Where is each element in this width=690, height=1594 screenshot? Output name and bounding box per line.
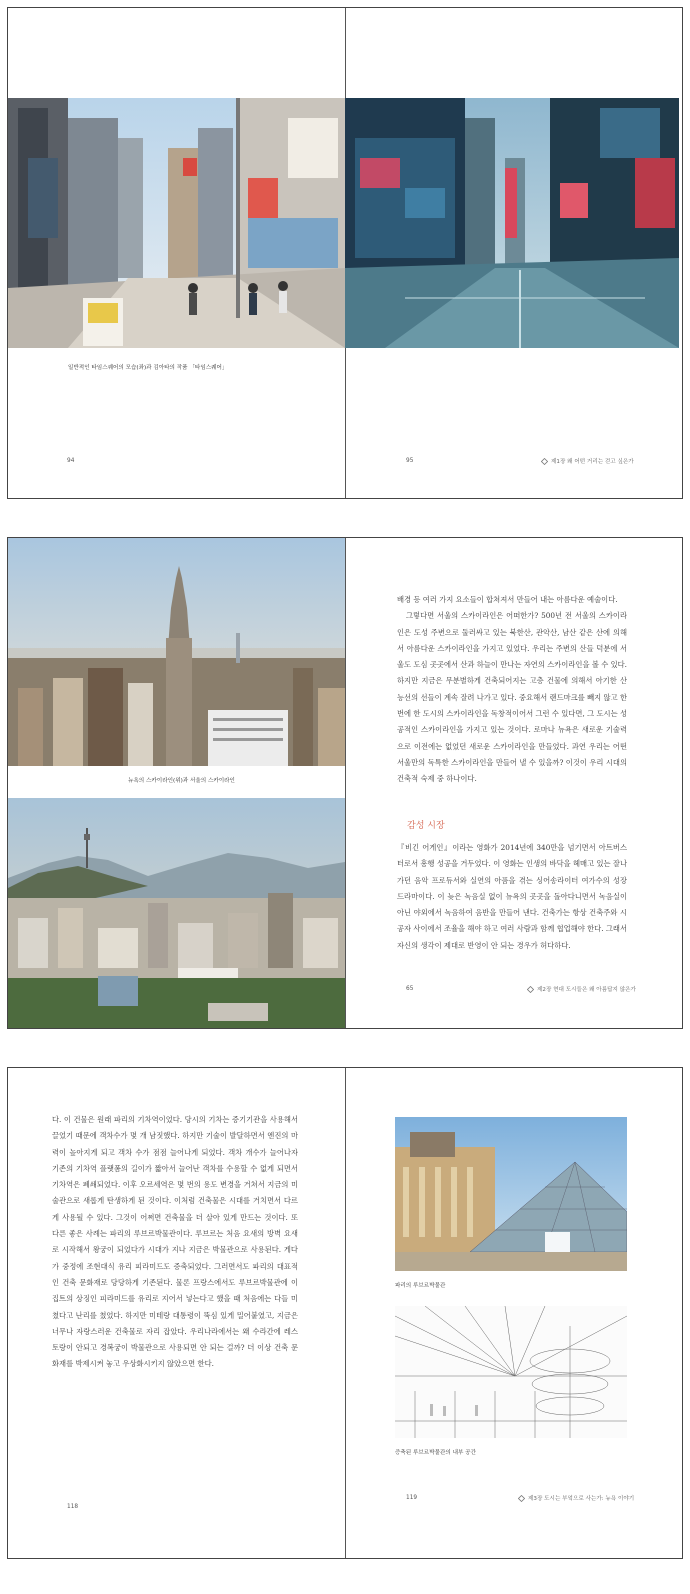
page-number: 95 — [406, 458, 414, 464]
body-text-orsay-louvre — [52, 1112, 298, 1373]
page-94 — [8, 8, 346, 498]
running-head-text: 제1장 왜 어떤 거리는 걷고 싶은가 — [551, 459, 634, 465]
spread-louvre — [7, 1067, 683, 1559]
paragraph: 『비긴 어게인』이라는 영화가 2014년에 340만을 넘기면서 아트버스터로서 흥행 성공을 거두었다. 이 영화는 인생의 바닥을 헤매고 있는 잘나가던 음악 프로듀서와 실연의 아픔을 겪는 싱어송라이터 여가수의 성장 드라마이다. 이 늦은 녹음실 없이 뉴욕의 곳곳을 돌아다니면서 녹음실이 아닌 야외에서 녹음하여 음반을 만들어 낸다. 건축가는 항상 건축주와 시공자 사이에서 조율을 해야 하고 여러 사람과 함께 협업해야 한다. 그래서 자신의 생각이 제대로 반영이 안 되는 경우가 허다하다. — [397, 843, 627, 950]
skyline-caption: 뉴욕의 스카이라인(위)과 서울의 스카이라인 — [128, 778, 235, 784]
interior-caption: 증축된 루브르박물관의 내부 공간 — [395, 1450, 476, 1456]
section-heading: 감성 시장 — [407, 821, 445, 831]
running-head — [527, 985, 636, 993]
paragraph: 배경 등 여러 가지 요소들이 합쳐져서 만들어 내는 아름다운 예술이다. — [397, 595, 618, 604]
paragraph: 그렇다면 서울의 스카이라인은 어떠한가? 500년 전 서울의 스카이라인은 도성 주변으로 둘러싸고 있는 북한산, 관악산, 남산 같은 산에 의해서 아름다운 스카이라인을 가지고 있었다. 우리는 주변의 산들 덕분에 서울도 도심 곳곳에서 산과 하늘이 만나는 자연의 스카이라인을 볼 수 있다. 하지만 지금은 무분별하게 건축되어지는 고층 건물에 의해서 아기한 산 능선의 선들이 계속 잘려 나가고 있다. 중요해서 랜드마크를 빼지 않고 한 번에 한 도시의 스카이라인을 독창적이어서 그런 수 있다면, 그 도시는 성공적인 스카이라인을 가지고 있는 것이다. 로마나 뉴욕은 새로운 기술력으로 이전에는 없었던 새로운 스카이라인을 만들었다. 과연 우리는 어떤 서울만의 독특한 스카이라인을 만들어 낼 수 있을까? 이것이 우리 시대의 건축적 숙제 중 하나이다. — [397, 611, 627, 784]
paragraph: 다. 이 건물은 원래 파리의 기차역이었다. 당시의 기차는 증기기관을 사용해서 끌었기 때문에 객차수가 몇 개 남짓했다. 하지만 기술이 발달하면서 엔진의 마력이 높아지게 되고 객차 수가 점점 늘어나게 되었다. 객차 개수가 늘어나자 기존의 기차역 플랫폼의 길이가 짧아서 늘어난 객차를 수용할 수 없게 되면서 기차역은 폐쇄되었다. 이후 오르세역은 몇 번의 용도 변경을 거쳐서 지금의 미술관으로 새롭게 탄생하게 된 것이다. 이처럼 건축물은 시대를 거치면서 다르게 사용될 수 있다. 그것이 어쩌면 건축물을 더 살아 있게 만드는 것이다. 또 다른 좋은 사례는 파리의 루브르박물관이다. 루브르는 처음 요새의 방벽 요새로 시작해서 왕궁이 되었다가 시대가 지나 지금은 박물관으로 사용된다. 게다가 중정에 조현대식 유리 피라미드도 증축되었다. 그러면서도 파리의 대표적인 건축 문화재로 당당하게 기존된다. 물론 프랑스에서도 루브르박물관에 이집트의 상징인 피라미드를 유리로 지어서 넣는다고 했을 때 처음에는 다들 미쳤다고 난리를 쳤었다. 하지만 미테랑 대통령이 뚝심 있게 밀어붙였고, 지금은 너무나 자랑스러운 건축물로 자리 잡았다. 우리나라에서는 왜 수라간에 레스토랑이 안되고 경복궁이 박물관으로 사용되면 안 되는 걸까? 더 이상 건축 문화재를 박제시켜 놓고 우상화시키지 않았으면 한다. — [52, 1115, 298, 1369]
louvre-interior-sketch — [395, 1306, 627, 1438]
page-119 — [345, 1068, 682, 1558]
louvre-pyramid-photo — [395, 1117, 627, 1271]
spread-times-square — [7, 7, 683, 499]
times-square-street-photo — [8, 98, 345, 348]
empty-times-square-photo — [345, 98, 679, 348]
photo-caption: 일반적인 타임스퀘어의 모습(좌)과 김아타의 작품 「타임스퀘어」 — [68, 365, 228, 371]
page-118 — [8, 1068, 346, 1558]
page-number: 118 — [67, 1504, 79, 1510]
page-65 — [345, 538, 682, 1028]
new-york-skyline-photo — [8, 538, 345, 766]
page-95 — [345, 8, 682, 498]
page-number: 119 — [406, 1495, 418, 1501]
running-head-text: 제3장 도시는 부엌으로 사는가: 뉴욕 이야기 — [528, 1496, 635, 1502]
seoul-skyline-photo — [8, 798, 345, 1028]
chapter-mark-icon — [518, 1495, 525, 1502]
running-head — [541, 457, 634, 465]
spread-skyline — [7, 537, 683, 1029]
louvre-caption: 파리의 루브르박물관 — [395, 1283, 446, 1289]
page-number: 65 — [406, 986, 414, 992]
chapter-mark-icon — [541, 458, 548, 465]
page-number: 94 — [67, 458, 75, 464]
running-head — [518, 1494, 634, 1502]
body-text-begin-again — [397, 840, 627, 954]
running-head-text: 제2장 현대 도시들은 왜 아름답지 않은가 — [537, 987, 636, 993]
chapter-mark-icon — [527, 986, 534, 993]
body-text-skyline — [397, 592, 627, 788]
page-64 — [8, 538, 346, 1028]
